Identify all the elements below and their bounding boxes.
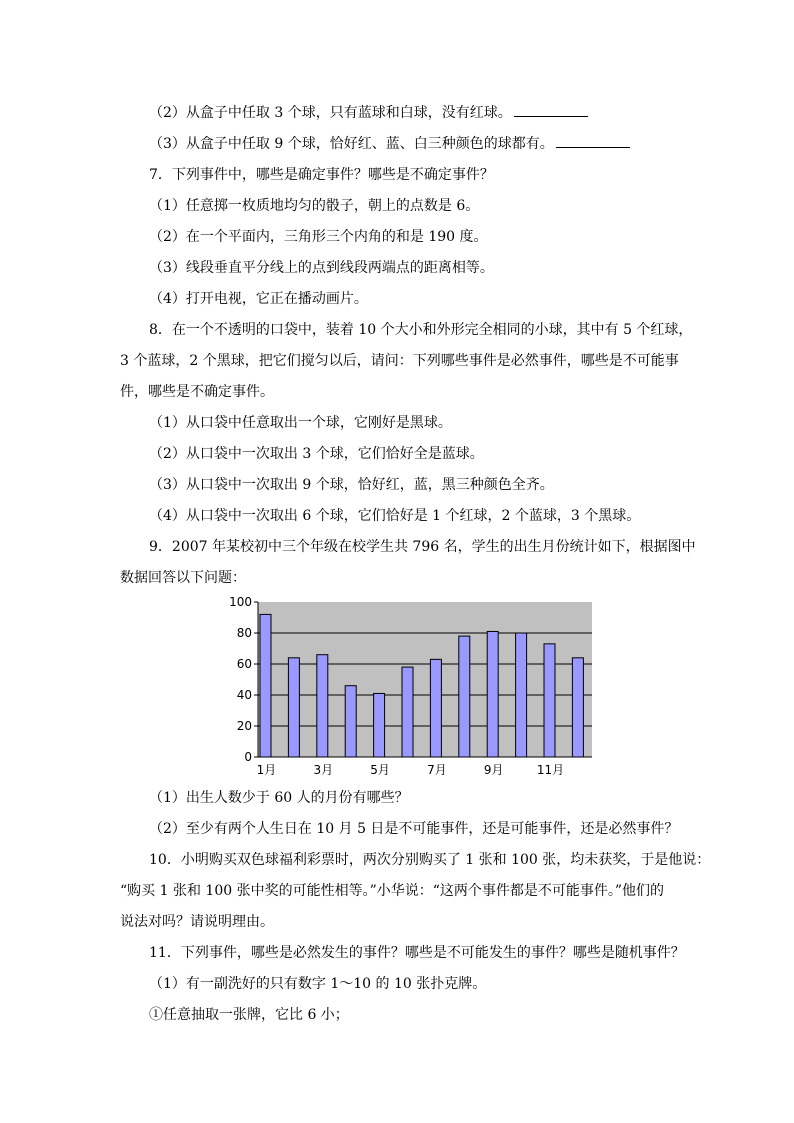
q10-line-2: “购买 1 张和 100 张中奖的可能性相等。”小华说：“这两个事件都是不可能事件。”他们的 — [120, 883, 665, 899]
y-tick-label: 100 — [229, 596, 252, 609]
y-tick-label: 20 — [236, 719, 252, 733]
x-tick-label: 11月 — [536, 763, 565, 777]
q8-line-3: 件，哪些是不确定事件。 — [120, 384, 274, 400]
answer-blank[interactable] — [514, 104, 588, 117]
q10-line-1: 10．小明购买双色球福利彩票时，两次分别购买了 1 张和 100 张，均未获奖，于是他说： — [149, 852, 711, 868]
q7-2-line: （2）在一个平面内，三角形三个内角的和是 190 度。 — [149, 229, 488, 245]
bar-10月 — [516, 633, 527, 757]
q9-1-line: （1）出生人数少于 60 人的月份有哪些？ — [149, 790, 409, 806]
plot-area — [258, 602, 592, 757]
bar-12月 — [572, 658, 583, 757]
y-tick-label: 0 — [244, 750, 252, 764]
bar-8月 — [459, 636, 470, 757]
birth-month-bar-chart — [225, 596, 605, 782]
x-tick-label: 9月 — [483, 763, 504, 777]
q7-4-line: （4）打开电视，它正在播动画片。 — [149, 291, 368, 307]
y-tick-label: 80 — [236, 626, 252, 640]
y-tick-label: 60 — [236, 657, 252, 671]
q11-1-line: （1）有一副洗好的只有数字 1～10 的 10 张扑克牌。 — [149, 976, 487, 992]
q10-line-3: 说法对吗？请说明理由。 — [120, 914, 274, 930]
answer-blank[interactable] — [556, 135, 630, 148]
x-tick-label: 1月 — [256, 763, 277, 777]
bar-2月 — [288, 658, 299, 757]
q8-line-1: 8．在一个不透明的口袋中，装着 10 个大小和外形完全相同的小球，其中有 5 个红球， — [149, 322, 693, 338]
q6-2-line: （2）从盒子中任取 3 个球，只有蓝球和白球，没有红球。 — [149, 104, 588, 122]
q7-1-line: （1）任意掷一枚质地均匀的骰子，朝上的点数是 6。 — [149, 198, 480, 214]
bar-4月 — [345, 686, 356, 757]
bar-6月 — [402, 667, 413, 757]
q6-3-line: （3）从盒子中任取 9 个球，恰好红、蓝、白三种颜色的球都有。 — [149, 135, 630, 153]
q11-line: 11．下列事件，哪些是必然发生的事件？哪些是不可能发生的事件？哪些是随机事件？ — [149, 945, 685, 961]
x-tick-label: 7月 — [427, 763, 447, 777]
x-tick-label: 5月 — [370, 763, 390, 777]
q8-line-2: 3 个蓝球，2 个黑球，把它们搅匀以后，请问：下列哪些事件是必然事件，哪些是不可能事 — [120, 353, 679, 369]
y-tick-label: 40 — [236, 688, 252, 702]
x-tick-label: 3月 — [313, 763, 334, 777]
bar-7月 — [430, 659, 441, 757]
bar-9月 — [487, 631, 498, 757]
bar-3月 — [317, 655, 328, 757]
q8-1-line: （1）从口袋中任意取出一个球，它刚好是黑球。 — [149, 415, 452, 431]
q7-line: 7．下列事件中，哪些是确定事件？哪些是不确定事件？ — [149, 167, 494, 183]
bar-5月 — [374, 693, 385, 757]
bar-11月 — [544, 644, 555, 757]
q9-2-line: （2）至少有两个人生日在 10 月 5 日是不可能事件，还是可能事件，还是必然事件？ — [149, 821, 679, 837]
bar-1月 — [260, 614, 271, 757]
q7-3-line: （3）线段垂直平分线上的点到线段两端点的距离相等。 — [149, 260, 494, 276]
q8-2-line: （2）从口袋中一次取出 3 个球，它们恰好全是蓝球。 — [149, 446, 484, 462]
q9-line-2: 数据回答以下问题： — [120, 570, 246, 586]
q8-4-line: （4）从口袋中一次取出 6 个球，它们恰好是 1 个红球，2 个蓝球，3 个黑球。 — [149, 508, 641, 524]
q11-1-a-line: ①任意抽取一张牌，它比 6 小； — [149, 1007, 349, 1023]
q8-3-line: （3）从口袋中一次取出 9 个球，恰好红，蓝，黑三种颜色全齐。 — [149, 477, 554, 493]
q9-line-1: 9．2007 年某校初中三个年级在校学生共 796 名，学生的出生月份统计如下，根据图中 — [149, 539, 696, 555]
